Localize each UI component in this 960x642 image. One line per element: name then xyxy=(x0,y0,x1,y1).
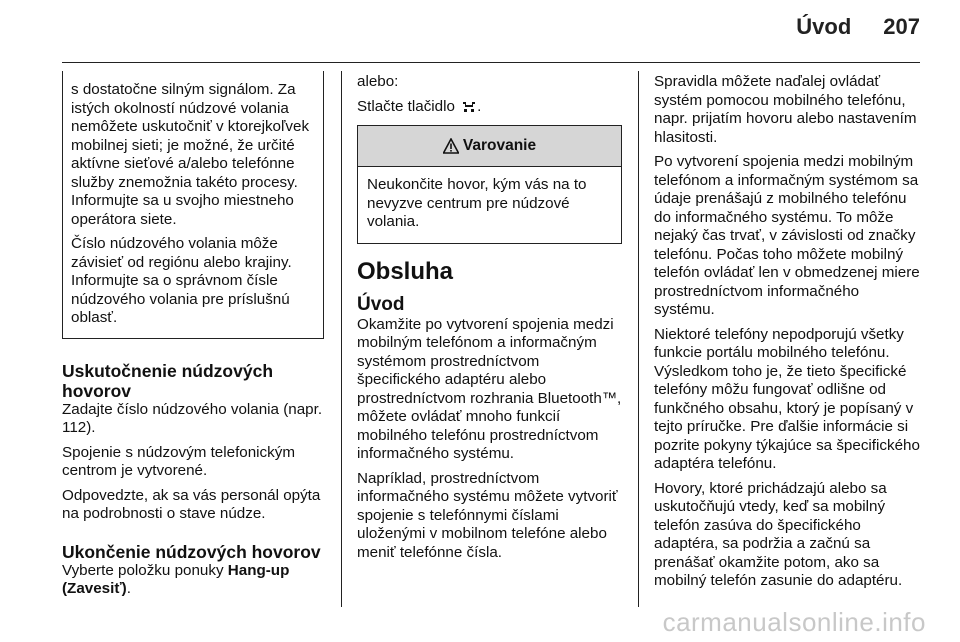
paragraph-hangup xyxy=(62,562,324,599)
column-divider-2 xyxy=(638,71,639,607)
column-1 xyxy=(62,71,324,605)
page-number: 207 xyxy=(883,14,920,39)
hangup-suffix: . xyxy=(126,580,131,597)
watermark: carmanualsonline.info xyxy=(662,607,926,637)
column-2 xyxy=(357,71,622,568)
paragraph-press-button xyxy=(357,98,622,120)
paragraph-unsupported: Niektoré telefóny nepodporujú všetky funkcie portálu mobilného telefónu. Výsledkom toho je, že tieto špecifické telefóny môžu fungovať odlišne od funkčného obsahu, ktorý je popísaný v tejto príručke. Pre ďalšie informácie si pozrite pokyny týkajúce sa špecifického adaptéra telefónu. xyxy=(654,325,920,472)
paragraph-intro-1: Okamžite po vytvorení spojenia medzi mobilným telefónom a informačným systémom prostredníctvom špecifického adaptéru alebo prostredníctvom rozhrania Bluetooth™, môžete ovládať mnoho funkcií mobilného telefónu prostredníctvom informačného systému. xyxy=(357,315,622,462)
header-rule xyxy=(62,62,920,63)
paragraph-control: Spravidla môžete naďalej ovládať systém pomocou mobilného telefónu, napr. prijatím hovoru alebo nastavením hlasitosti. xyxy=(654,73,917,146)
paragraph-connection: Spojenie s núdzovým telefonickým centrom je vytvorené. xyxy=(62,443,295,479)
heading-emergency-call: Uskutočnenie núdzových hovorov xyxy=(62,360,274,401)
warning-title-bar xyxy=(358,126,621,167)
hangup-prefix: Vyberte položku ponuky xyxy=(62,561,224,579)
paragraph-data-transfer: Po vytvorení spojenia medzi mobilným telefónom a informačným systémom sa údaje prenášajú z mobilného telefónu do informačného systému. To môže nejaký čas trvať, v závislosti od značky telefónu. Počas toho môžete mobilný telefón ovládať len v obmedzenej miere prostredníctvom informačného systému. xyxy=(654,153,920,318)
warning-title: Varovanie xyxy=(462,137,537,154)
page-header xyxy=(796,14,920,44)
heading-intro: Úvod xyxy=(357,293,405,315)
heading-operation: Obsluha xyxy=(357,257,454,285)
paragraph-answer: Odpovedzte, ak sa vás personál opýta na podrobnosti o stave núdze. xyxy=(62,486,321,522)
phone-hangup-icon xyxy=(461,98,477,120)
notice-paragraph-1: s dostatočne silným signálom. Za istých okolností núdzové volania nemôžete uskutočniť v ktorejkoľvek mobilnej sieti; je možné, že určité aktívne sieťové a/alebo telefónne služby znemožnia takéto procesy. Informujte sa u svojho miestneho operátora siete. xyxy=(71,81,310,228)
paragraph-intro-2: Napríklad, prostredníctvom informačného systému môžete vytvoriť spojenie s telefónnymi číslami uloženými v mobilnom telefóne alebo meniť telefónne čísla. xyxy=(357,469,618,561)
warning-text: Neukončite hovor, kým vás na to nevyzve centrum pre núdzové volania. xyxy=(367,176,587,230)
hangup-menu-item: Hang-up (Zavesiť) xyxy=(62,561,290,597)
notice-box-continued xyxy=(62,71,324,339)
column-divider-1 xyxy=(341,71,342,607)
column-3 xyxy=(654,71,922,597)
paragraph-or: alebo: xyxy=(357,73,399,90)
notice-paragraph-2: Číslo núdzového volania môže závisieť od regiónu alebo krajiny. Informujte sa o správnom čísle núdzového volania pre príslušnú oblasť. xyxy=(71,235,292,326)
section-title: Úvod xyxy=(796,14,852,39)
warning-triangle-icon xyxy=(443,138,459,154)
paragraph-enter-number: Zadajte číslo núdzového volania (napr. 112). xyxy=(62,400,323,436)
heading-end-call: Ukončenie núdzových hovorov xyxy=(62,541,321,562)
warning-box xyxy=(357,125,622,244)
warning-body xyxy=(358,167,621,243)
press-text: Stlačte tlačidlo xyxy=(357,97,455,115)
paragraph-calls-hold: Hovory, ktoré prichádzajú alebo sa uskutočňujú vtedy, keď sa mobilný telefón zasúva do špecifického adaptéra, sa podržia a začnú sa prenášať okamžite potom, ako sa mobilný telefón zasunie do adaptéru. xyxy=(654,479,903,589)
press-suffix: . xyxy=(477,97,482,115)
